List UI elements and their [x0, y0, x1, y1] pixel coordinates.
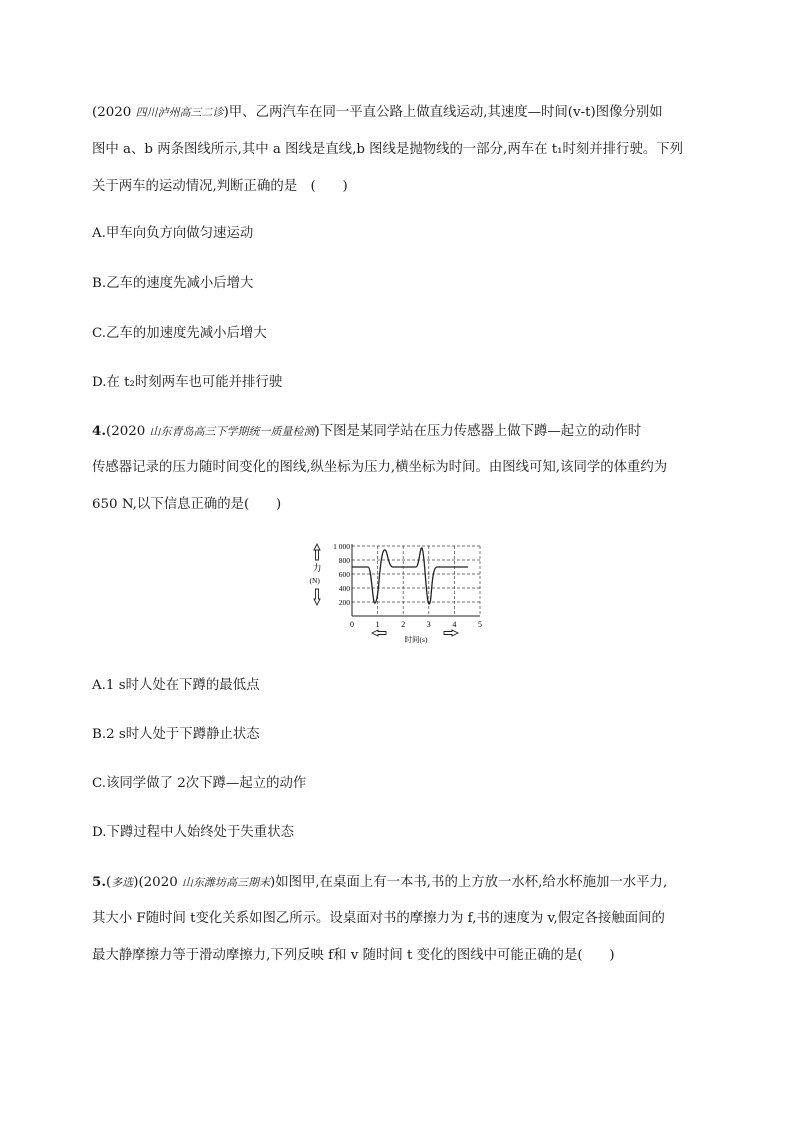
x-axis-label: 时间(s) — [404, 635, 428, 644]
x-tick-2: 2 — [401, 620, 406, 629]
y-tick-800: 800 — [338, 556, 350, 565]
q4-line-1-post: )下图是某同学站在压力传感器上做下蹲—起立的动作时 — [314, 424, 642, 439]
force-time-graph — [300, 536, 500, 648]
q5-line-1 — [92, 873, 667, 892]
y-tick-400: 400 — [338, 584, 350, 593]
force-curve — [352, 548, 468, 604]
q3-line-1-post: )甲、乙两汽车在同一平直公路上做直线运动,其速度—时间(v-t)图像分别如 — [223, 105, 663, 120]
q3-line-3: 关于两车的运动情况,判断正确的是 ( ) — [92, 179, 348, 194]
q4-line-2: 传感器记录的压力随时间变化的图线,纵坐标为压力,横坐标为时间。由图线可知,该同学的体重约为 — [92, 460, 668, 475]
q4-line-3: 650 N,以下信息正确的是( ) — [92, 497, 282, 512]
q3-line-1 — [92, 104, 663, 122]
q4-option-d[interactable]: D.下蹲过程中人始终处于失重状态 — [92, 825, 294, 840]
q4-line-1 — [92, 422, 641, 441]
right-arrow-icon — [444, 630, 458, 636]
y-tick-600: 600 — [338, 570, 350, 579]
x-tick-4: 4 — [452, 620, 457, 629]
q4-option-b[interactable]: B.2 s时人处于下蹲静止状态 — [92, 727, 260, 742]
x-tick-0: 0 — [350, 620, 354, 629]
up-arrow-icon — [314, 544, 320, 560]
q4-source: 山东青岛高三下学期统一质量检测 — [149, 425, 315, 438]
q5-line-1-pre: ( — [105, 875, 112, 890]
q5-line-1-post: )如图甲,在桌面上有一本书,书的上方放一水杯,给水杯施加一水平力, — [270, 875, 668, 890]
y-tick-200: 200 — [338, 598, 350, 607]
q4-number: 4. — [92, 423, 106, 439]
q4-option-c[interactable]: C.该同学做了 2次下蹲—起立的动作 — [92, 776, 307, 791]
down-arrow-icon — [314, 589, 320, 605]
q4-option-a[interactable]: A.1 s时人处在下蹲的最低点 — [92, 678, 260, 693]
x-tick-3: 3 — [426, 620, 431, 629]
y-tick-labels — [333, 542, 350, 607]
y-axis-label: 力 — [312, 563, 322, 573]
graph-arrows — [314, 544, 458, 636]
q5-source: 山东潍坊高三期末 — [182, 876, 271, 889]
q3-line-1-pre: (2020 — [92, 105, 136, 120]
q3-option-d[interactable]: D.在 t₂时刻两车也可能并排行驶 — [92, 375, 283, 390]
q3-line-2: 图中 a、b 两条图线所示,其中 a 图线是直线,b 图线是抛物线的一部分,两车在 t₁时刻并排行驶。下列 — [92, 142, 684, 157]
q5-line-2: 其大小 F随时间 t变化关系如图乙所示。设桌面对书的摩擦力为 f,书的速度为 v,假定各接触面间的 — [92, 911, 665, 926]
q3-source: 四川泸州高三二诊 — [135, 106, 224, 119]
x-tick-1: 1 — [375, 620, 380, 629]
q5-multi-tag: 多选 — [111, 876, 134, 889]
x-tick-5: 5 — [478, 620, 482, 629]
y-axis-unit: (N) — [309, 576, 320, 585]
q3-option-b[interactable]: B.乙车的速度先减小后增大 — [92, 276, 254, 291]
q5-number: 5. — [92, 874, 106, 890]
left-arrow-icon — [372, 630, 386, 636]
q3-option-a[interactable]: A.甲车向负方向做匀速运动 — [92, 226, 254, 241]
y-tick-1000: 1 000 — [333, 542, 350, 551]
q5-line-3: 最大静摩擦力等于滑动摩擦力,下列反映 f和 v 随时间 t 变化的图线中可能正确的是( ) — [92, 948, 615, 963]
x-tick-labels — [350, 620, 482, 629]
q3-option-c[interactable]: C.乙车的加速度先减小后增大 — [92, 326, 267, 341]
q5-line-1-mid: )(2020 — [133, 875, 183, 890]
q4-line-1-pre: (2020 — [105, 424, 150, 439]
